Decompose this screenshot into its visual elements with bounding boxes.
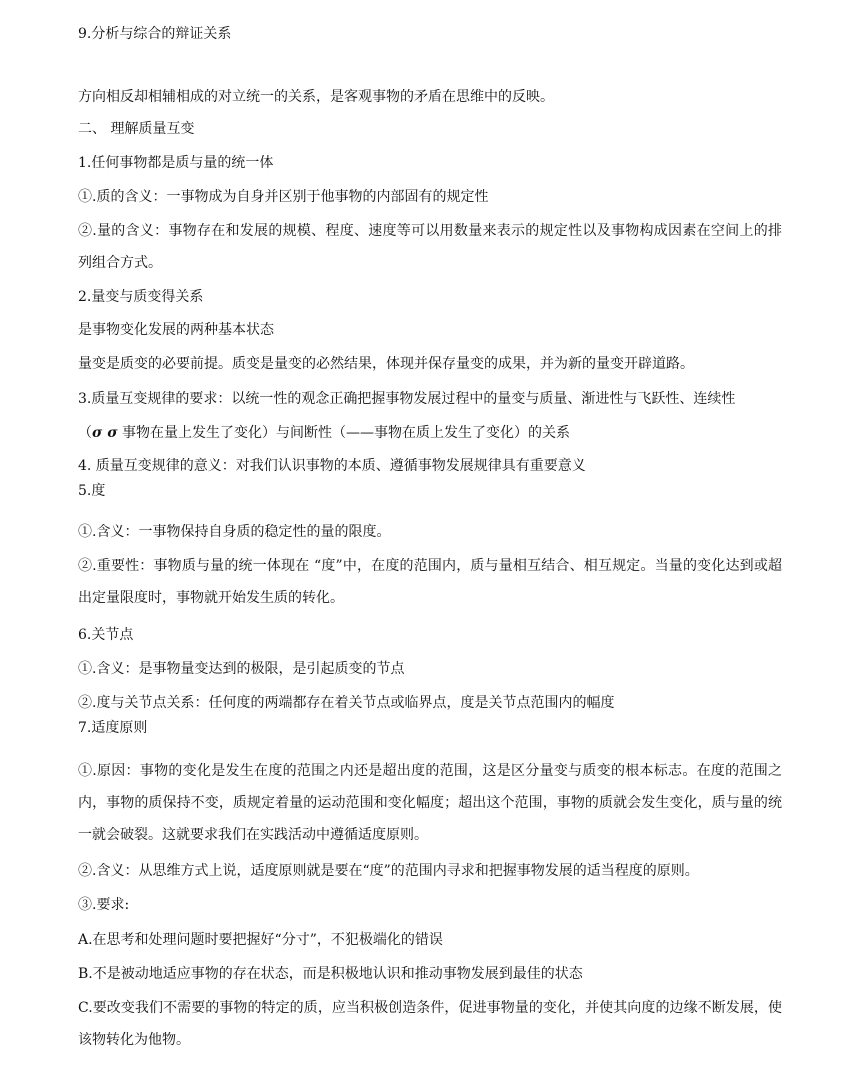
item-degree-nodal-relation: ②.度与关节点关系：任何度的两端都存在着关节点或临界点，度是关节点范围内的幅度 <box>78 695 615 711</box>
paragraph-analysis-synthesis: 方向相反却相辅相成的对立统一的关系，是客观事物的矛盾在思维中的反映。 <box>78 89 554 105</box>
sigma-symbols: σ σ <box>92 425 118 441</box>
paragraph-law-significance: 4. 质量互变规律的意义：对我们认识事物的本质、遵循事物发展规律具有重要意义 <box>78 458 586 474</box>
heading-quantitative-qualitative-relation: 2.量变与质变得关系 <box>78 289 204 305</box>
item-quantity-meaning: ②.量的含义：事物存在和发展的规模、程度、速度等可以用数量来表示的规定性以及事物构成因素在空间上的排列组合方式。 <box>78 223 782 271</box>
item-nodal-point-meaning: ①.含义：是事物量变达到的极限，是引起质变的节点 <box>78 661 405 677</box>
heading-moderation-principle: 7.适度原则 <box>78 720 148 736</box>
item-degree-meaning: ①.含义：一事物保持自身质的稳定性的量的限度。 <box>78 524 391 540</box>
requirement-c: C.要改变我们不需要的事物的特定的质，应当积极创造条件，促进事物量的变化，并使其向度的边缘不断发展，使该物转化为他物。 <box>78 1000 782 1048</box>
continuity-text: 事物在量上发生了变化）与间断性（——事物在质上发生了变化）的关系 <box>117 425 570 441</box>
open-paren: （ <box>78 425 92 441</box>
paragraph-basic-states: 是事物变化发展的两种基本状态 <box>78 322 274 338</box>
heading-analysis-synthesis: 9.分析与综合的辩证关系 <box>78 26 232 42</box>
requirement-a: A.在思考和处理问题时要把握好“分寸”，不犯极端化的错误 <box>78 932 443 948</box>
paragraph-premise-result: 量变是质变的必要前提。质变是量变的必然结果，体现并保存量变的成果，并为新的量变开辟道路。 <box>78 356 694 372</box>
paragraph-law-requirement-line2 <box>78 423 570 443</box>
section-heading-quality-quantity: 二、 理解质量互变 <box>78 121 195 137</box>
requirement-b: B.不是被动地适应事物的存在状态，而是积极地认识和推动事物发展到最佳的状态 <box>78 966 583 982</box>
item-quality-meaning: ①.质的含义：一事物成为自身并区别于他事物的内部固有的规定性 <box>78 189 489 205</box>
heading-nodal-point: 6.关节点 <box>78 627 134 643</box>
item-degree-importance: ②.重要性：事物质与量的统一体现在 “度”中，在度的范围内，质与量相互结合、相互规定。当量的变化达到或超出定量限度时，事物就开始发生质的转化。 <box>78 558 782 606</box>
item-moderation-meaning: ②.含义：从思维方式上说，适度原则就是要在“度”的范围内寻求和把握事物发展的适当程度的原则。 <box>78 863 699 879</box>
item-requirements-label: ③.要求: <box>78 897 130 913</box>
heading-unity-of-quality-quantity: 1.任何事物都是质与量的统一体 <box>78 155 274 171</box>
paragraph-law-requirement-line1: 3.质量互变规律的要求：以统一性的观念正确把握事物发展过程中的量变与质量、渐进性与飞跃性、连续性 <box>78 391 736 407</box>
item-moderation-reason: ①.原因：事物的变化是发生在度的范围之内还是超出度的范围，这是区分量变与质变的根本标志。在度的范围之内，事物的质保持不变，质规定着量的运动范围和变化幅度；超出这个范围，事物的质就会发生变化，质与量的统一就会破裂。这就要求我们在实践活动中遵循适度原则。 <box>78 763 782 843</box>
heading-degree: 5.度 <box>78 483 106 499</box>
